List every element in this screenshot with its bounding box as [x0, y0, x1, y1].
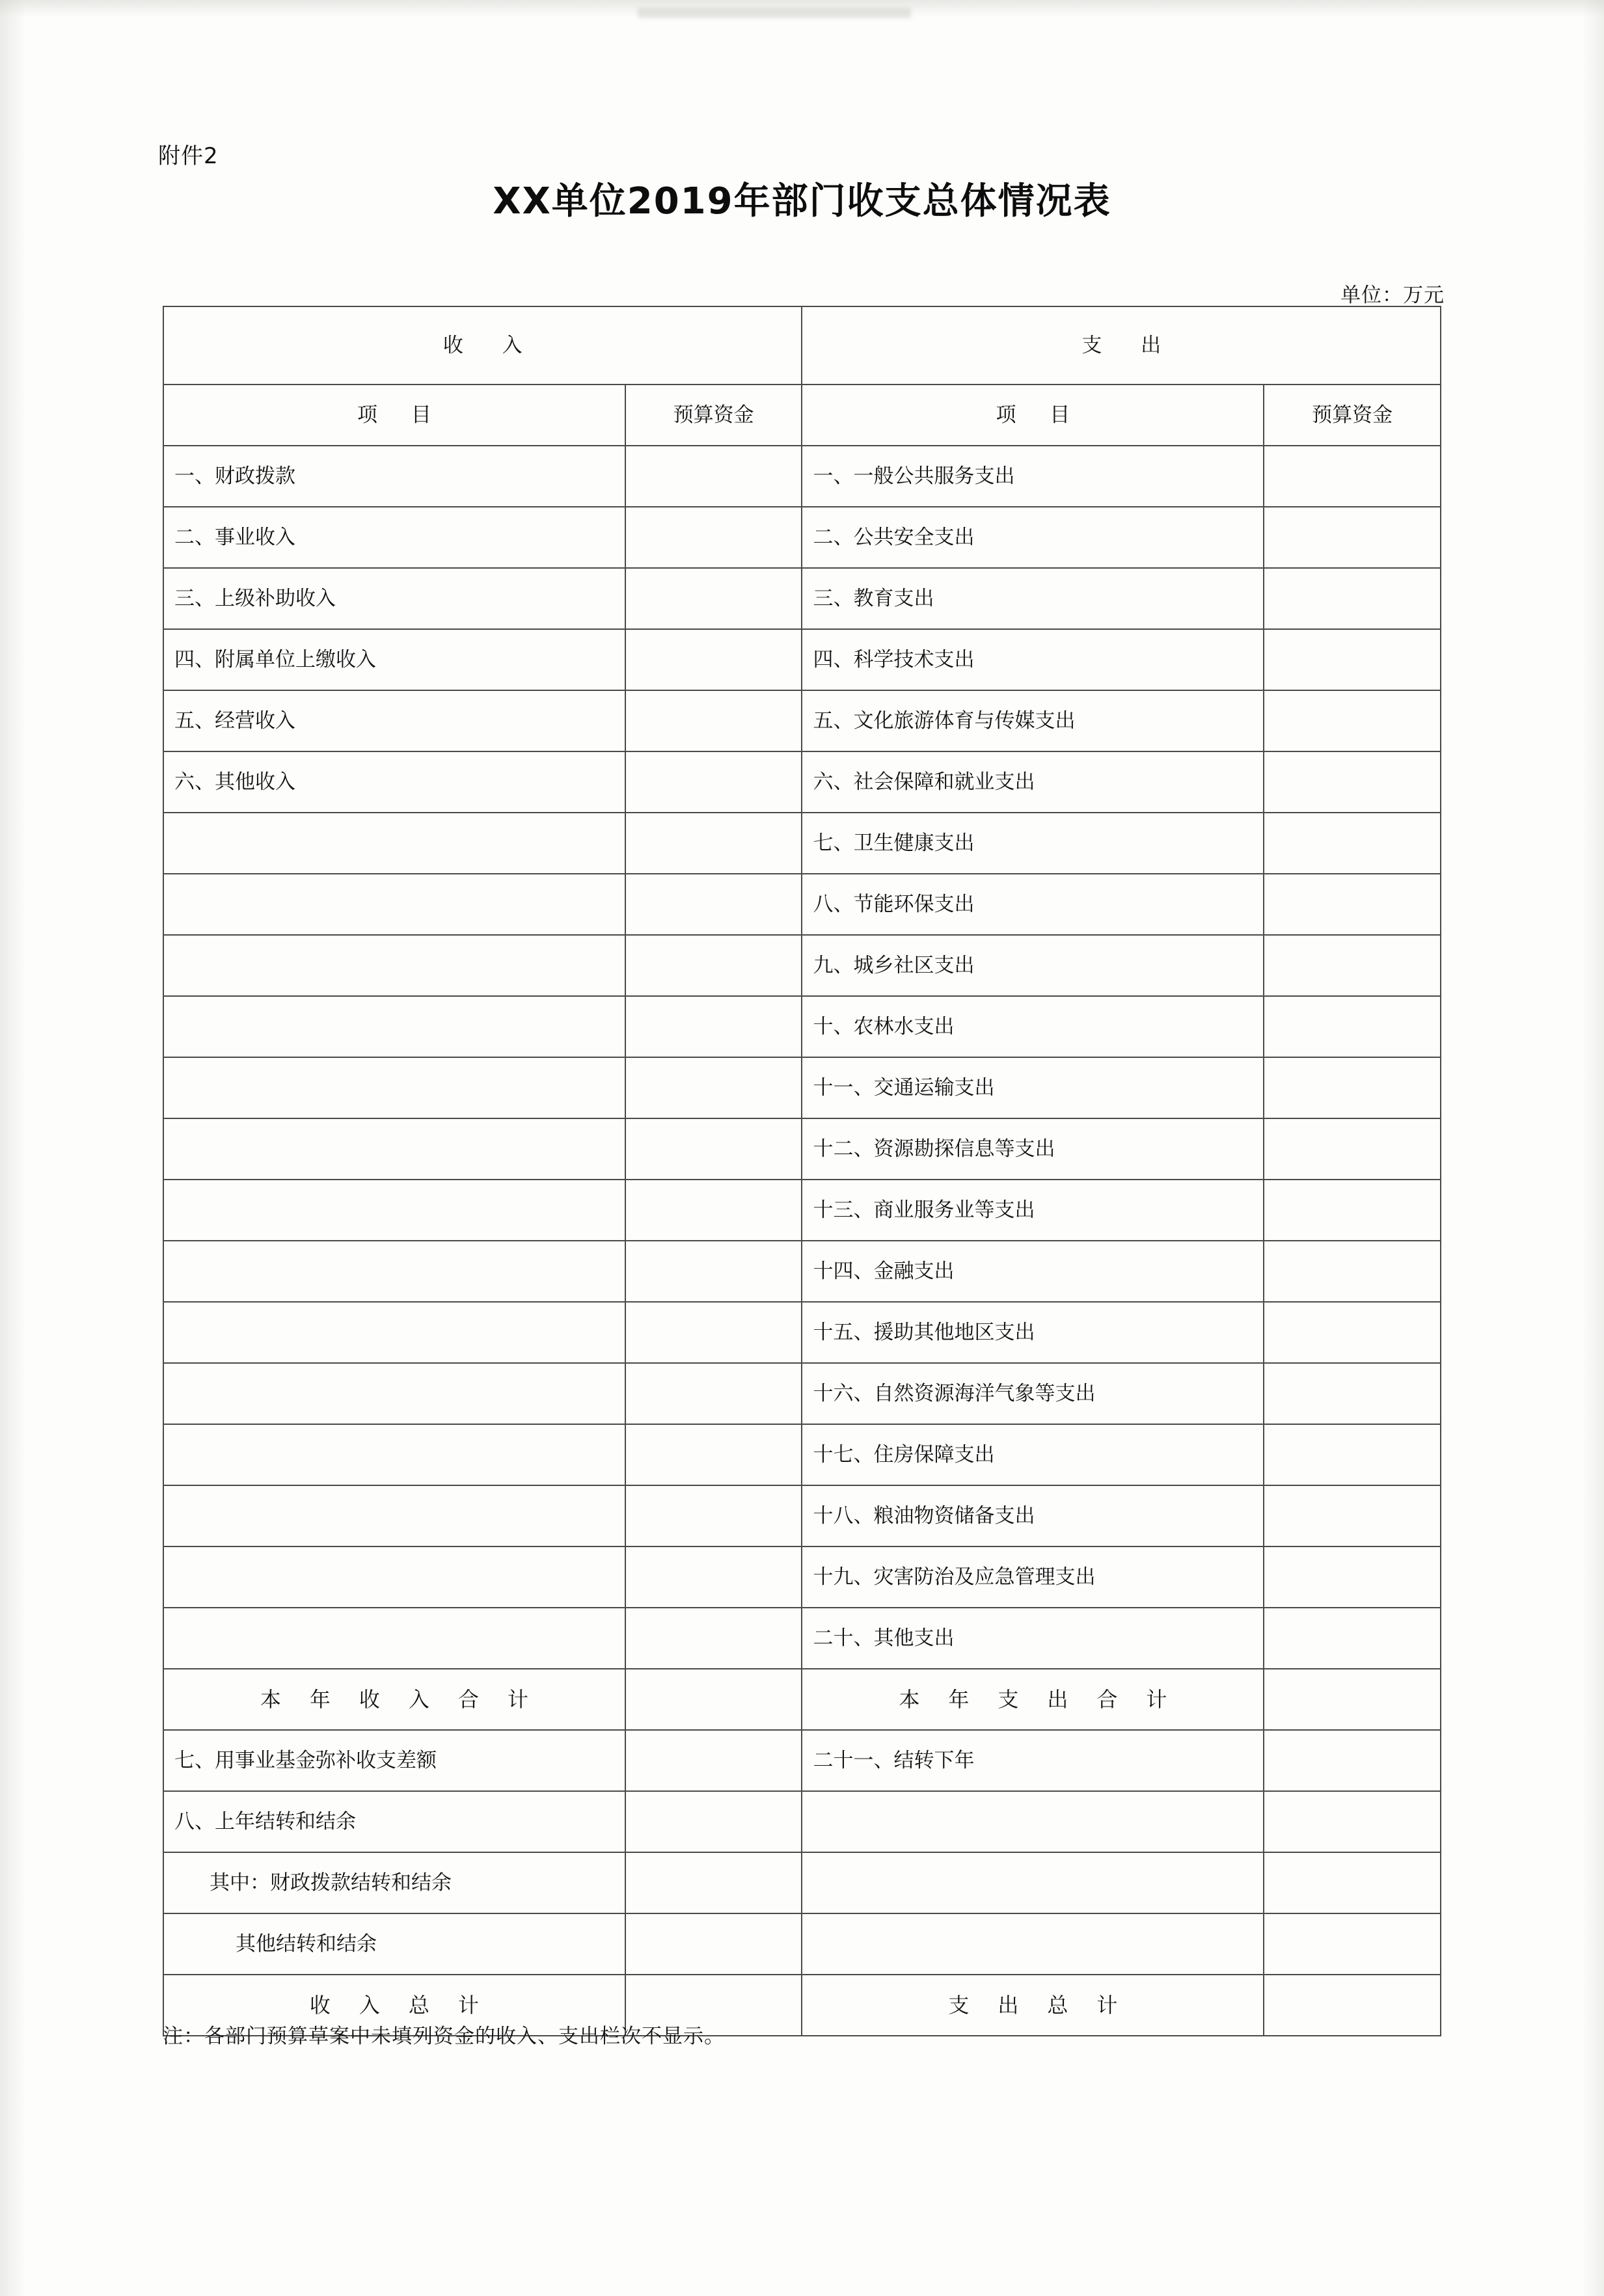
expense-amount-field[interactable]	[1264, 1180, 1441, 1241]
table-row	[163, 1546, 1441, 1608]
table-row	[163, 1302, 1441, 1363]
expense-amount-field[interactable]	[1264, 1608, 1441, 1669]
income-item-label	[163, 1485, 625, 1546]
table-row	[163, 1730, 1441, 1791]
table-row	[163, 996, 1441, 1057]
expense-item-label: 五、文化旅游体育与传媒支出	[802, 690, 1264, 751]
scan-edge-left	[0, 0, 26, 2296]
expense-item-header: 项 目	[802, 385, 1264, 446]
table-row	[163, 690, 1441, 751]
table-row	[163, 751, 1441, 813]
income-amount-field[interactable]	[625, 996, 802, 1057]
income-amount-field[interactable]	[625, 1302, 802, 1363]
income-item-label: 七、用事业基金弥补收支差额	[163, 1730, 625, 1791]
table-row	[163, 1241, 1441, 1302]
table-row	[163, 629, 1441, 690]
expense-amount-field[interactable]	[1264, 568, 1441, 629]
income-item-label	[163, 1546, 625, 1608]
expense-item-label: 一、一般公共服务支出	[802, 446, 1264, 507]
income-amount-field[interactable]	[625, 446, 802, 507]
expense-item-label: 十四、金融支出	[802, 1241, 1264, 1302]
expense-amount-field[interactable]	[1264, 813, 1441, 874]
table-row	[163, 813, 1441, 874]
income-amount-field[interactable]	[625, 751, 802, 813]
income-item-label: 八、上年结转和结余	[163, 1791, 625, 1852]
income-item-label: 其他结转和结余	[163, 1913, 625, 1975]
income-item-label	[163, 996, 625, 1057]
expense-item-label: 二、公共安全支出	[802, 507, 1264, 568]
expense-amount-field[interactable]	[1264, 446, 1441, 507]
income-amount-field[interactable]	[625, 1791, 802, 1852]
income-subtotal-label: 本 年 收 入 合 计	[163, 1669, 625, 1730]
income-item-label: 六、其他收入	[163, 751, 625, 813]
expense-amount-field[interactable]	[1264, 1730, 1441, 1791]
expense-amount-field[interactable]	[1264, 629, 1441, 690]
income-amount-header: 预算资金	[625, 385, 802, 446]
section-header-row	[163, 306, 1441, 385]
expense-item-label: 十七、住房保障支出	[802, 1424, 1264, 1485]
table-row	[163, 1791, 1441, 1852]
income-item-label	[163, 1302, 625, 1363]
income-amount-field[interactable]	[625, 568, 802, 629]
expense-item-label: 二十、其他支出	[802, 1608, 1264, 1669]
page-title: XX单位2019年部门收支总体情况表	[493, 180, 1111, 223]
expense-item-label: 十八、粮油物资储备支出	[802, 1485, 1264, 1546]
expense-amount-field[interactable]	[1264, 996, 1441, 1057]
expense-amount-field[interactable]	[1264, 1485, 1441, 1546]
income-item-label: 三、上级补助收入	[163, 568, 625, 629]
expense-amount-field[interactable]	[1264, 1241, 1441, 1302]
expense-amount-header: 预算资金	[1264, 385, 1441, 446]
income-subtotal-amount[interactable]	[625, 1669, 802, 1730]
expense-subtotal-amount[interactable]	[1264, 1669, 1441, 1730]
expense-item-label: 十五、援助其他地区支出	[802, 1302, 1264, 1363]
expense-item-label: 八、节能环保支出	[802, 874, 1264, 935]
table-row	[163, 1057, 1441, 1118]
expense-item-label: 九、城乡社区支出	[802, 935, 1264, 996]
expense-item-label: 十一、交通运输支出	[802, 1057, 1264, 1118]
expense-amount-field[interactable]	[1264, 1546, 1441, 1608]
expense-subtotal-label: 本 年 支 出 合 计	[802, 1669, 1264, 1730]
income-amount-field[interactable]	[625, 1363, 802, 1424]
expense-item-label: 十六、自然资源海洋气象等支出	[802, 1363, 1264, 1424]
income-amount-field[interactable]	[625, 1852, 802, 1913]
expense-amount-field[interactable]	[1264, 874, 1441, 935]
expense-section-header: 支 出	[802, 306, 1441, 385]
income-amount-field[interactable]	[625, 1546, 802, 1608]
scan-edge-top	[0, 0, 1604, 17]
income-amount-field[interactable]	[625, 1180, 802, 1241]
income-item-label	[163, 1118, 625, 1180]
income-amount-field[interactable]	[625, 629, 802, 690]
expense-amount-field[interactable]	[1264, 1057, 1441, 1118]
income-amount-field[interactable]	[625, 1485, 802, 1546]
scan-edge-right	[1582, 0, 1604, 2296]
expense-item-label	[802, 1852, 1264, 1913]
income-amount-field[interactable]	[625, 813, 802, 874]
income-item-label	[163, 1180, 625, 1241]
income-item-label	[163, 1057, 625, 1118]
expense-amount-field[interactable]	[1264, 690, 1441, 751]
expense-item-label: 十二、资源勘探信息等支出	[802, 1118, 1264, 1180]
income-item-header: 项 目	[163, 385, 625, 446]
expense-amount-field[interactable]	[1264, 751, 1441, 813]
income-item-label: 四、附属单位上缴收入	[163, 629, 625, 690]
income-item-label	[163, 1608, 625, 1669]
expense-total-label: 支 出 总 计	[802, 1975, 1264, 2036]
income-item-label	[163, 813, 625, 874]
income-amount-field[interactable]	[625, 1241, 802, 1302]
table-row	[163, 1363, 1441, 1424]
income-item-label	[163, 1424, 625, 1485]
income-item-label	[163, 1363, 625, 1424]
income-item-label: 其中：财政拨款结转和结余	[163, 1852, 625, 1913]
income-item-label	[163, 874, 625, 935]
table-row	[163, 1913, 1441, 1975]
expense-item-label	[802, 1913, 1264, 1975]
footnote: 注：各部门预算草案中未填列资金的收入、支出栏次不显示。	[163, 2025, 725, 2047]
income-amount-field[interactable]	[625, 1913, 802, 1975]
expense-amount-field[interactable]	[1264, 1852, 1441, 1913]
budget-table	[163, 306, 1441, 2036]
expense-item-label: 三、教育支出	[802, 568, 1264, 629]
table-row	[163, 935, 1441, 996]
income-amount-field[interactable]	[625, 1424, 802, 1485]
income-amount-field[interactable]	[625, 935, 802, 996]
expense-item-label: 四、科学技术支出	[802, 629, 1264, 690]
expense-item-label: 二十一、结转下年	[802, 1730, 1264, 1791]
income-amount-field[interactable]	[625, 507, 802, 568]
table-row	[163, 1424, 1441, 1485]
attachment-label: 附件2	[158, 143, 219, 169]
income-item-label	[163, 935, 625, 996]
table-row	[163, 1608, 1441, 1669]
table-row	[163, 1118, 1441, 1180]
column-header-row	[163, 385, 1441, 446]
expense-item-label: 十、农林水支出	[802, 996, 1264, 1057]
expense-amount-field[interactable]	[1264, 1118, 1441, 1180]
income-item-label: 五、经营收入	[163, 690, 625, 751]
unit-note: 单位：万元	[1340, 284, 1445, 306]
expense-item-label: 十三、商业服务业等支出	[802, 1180, 1264, 1241]
income-amount-field[interactable]	[625, 1057, 802, 1118]
expense-amount-field[interactable]	[1264, 1791, 1441, 1852]
scan-smudge	[638, 8, 911, 18]
table-row	[163, 1852, 1441, 1913]
expense-amount-field[interactable]	[1264, 1363, 1441, 1424]
expense-item-label: 六、社会保障和就业支出	[802, 751, 1264, 813]
income-amount-field[interactable]	[625, 690, 802, 751]
income-total-label: 收 入 总 计	[163, 1975, 625, 2036]
expense-item-label	[802, 1791, 1264, 1852]
expense-amount-field[interactable]	[1264, 1302, 1441, 1363]
table-row	[163, 1485, 1441, 1546]
table-row	[163, 446, 1441, 507]
table-row	[163, 568, 1441, 629]
table-row	[163, 1180, 1441, 1241]
expense-amount-field[interactable]	[1264, 935, 1441, 996]
income-amount-field[interactable]	[625, 1608, 802, 1669]
expense-amount-field[interactable]	[1264, 1913, 1441, 1975]
income-amount-field[interactable]	[625, 874, 802, 935]
expense-item-label: 十九、灾害防治及应急管理支出	[802, 1546, 1264, 1608]
table-row	[163, 874, 1441, 935]
income-item-label	[163, 1241, 625, 1302]
income-amount-field[interactable]	[625, 1118, 802, 1180]
income-item-label: 二、事业收入	[163, 507, 625, 568]
expense-item-label: 七、卫生健康支出	[802, 813, 1264, 874]
income-item-label: 一、财政拨款	[163, 446, 625, 507]
income-section-header: 收 入	[163, 306, 802, 385]
year-subtotal-row	[163, 1669, 1441, 1730]
expense-total-amount[interactable]	[1264, 1975, 1441, 2036]
expense-amount-field[interactable]	[1264, 507, 1441, 568]
expense-amount-field[interactable]	[1264, 1424, 1441, 1485]
income-amount-field[interactable]	[625, 1730, 802, 1791]
table-row	[163, 507, 1441, 568]
